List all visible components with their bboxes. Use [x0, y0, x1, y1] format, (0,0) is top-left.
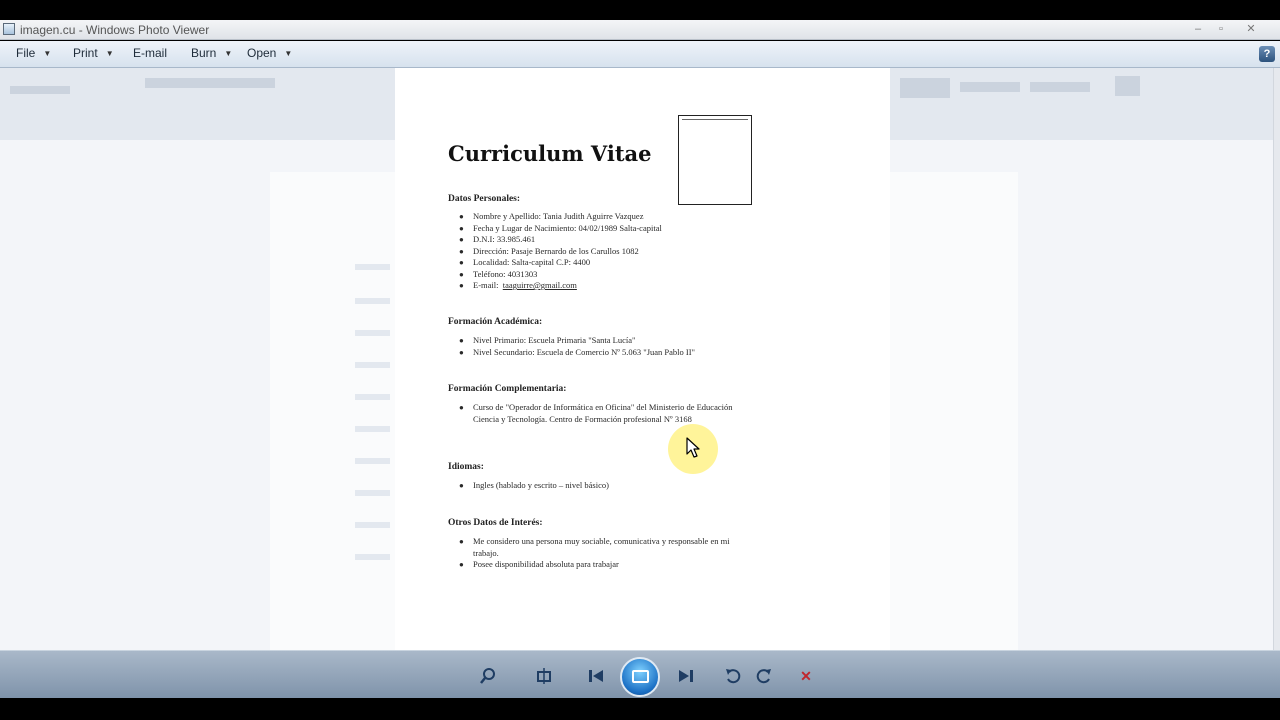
email-button[interactable]: [133, 46, 167, 64]
cv-title: Curriculum Vitae: [448, 141, 652, 166]
burn-menu-label: Burn: [191, 46, 217, 60]
complementary-list: [448, 402, 748, 425]
ghost-line: [355, 298, 390, 304]
close-button[interactable]: ✕: [1246, 23, 1256, 35]
ghost-line: [355, 264, 390, 270]
delete-icon[interactable]: ✕: [800, 668, 812, 684]
ghost-line: [355, 330, 390, 336]
open-menu[interactable]: [247, 46, 292, 64]
rotate-right-icon[interactable]: [755, 667, 773, 685]
ghost-line: [355, 490, 390, 496]
list-item: ● Nombre y Apellido: Tania Judith Aguirre Vazquez: [459, 211, 644, 221]
chevron-down-icon: ▼: [284, 49, 293, 58]
playback-controls: [0, 650, 1280, 698]
maximize-button[interactable]: ▫: [1219, 23, 1223, 35]
languages-list: [448, 480, 748, 492]
section-heading-languages: Idiomas:: [448, 462, 484, 472]
print-menu[interactable]: [73, 46, 114, 64]
list-item: ● Localidad: Salta-capital C.P: 4400: [459, 257, 591, 267]
window-title: imagen.cu - Windows Photo Viewer: [20, 23, 210, 37]
list-item: ● D.N.I: 33.985.461: [459, 234, 536, 244]
title-bar: [0, 20, 1280, 40]
zoom-icon[interactable]: [480, 667, 498, 685]
burn-menu[interactable]: [191, 46, 232, 64]
help-icon[interactable]: ?: [1259, 46, 1275, 62]
list-item: ● E-mail: taaguirre@gmail.com: [459, 280, 577, 290]
minimize-button[interactable]: –: [1194, 23, 1202, 35]
ghost-line: [355, 458, 390, 464]
list-item: ● Dirección: Pasaje Bernardo de los Carullos 1082: [459, 245, 639, 256]
file-menu[interactable]: [16, 46, 51, 64]
section-heading-complementary: Formación Complementaria:: [448, 384, 567, 394]
section-heading-personal: Datos Personales:: [448, 194, 521, 204]
photo-viewer-app-icon: [3, 23, 15, 35]
ghost-block: [145, 78, 275, 88]
chevron-down-icon: ▼: [43, 49, 52, 58]
list-item: ● Nivel Primario: Escuela Primaria "Santa Lucía": [459, 335, 636, 345]
next-icon[interactable]: [677, 667, 695, 685]
list-item: ● Teléfono: 4031303: [459, 268, 538, 279]
screen-bottom-edge: [0, 698, 1280, 720]
email-button-label: E-mail: [133, 46, 168, 60]
cv-page-image[interactable]: [395, 68, 890, 650]
chevron-down-icon: ▼: [224, 49, 233, 58]
previous-icon[interactable]: [587, 667, 605, 685]
ghost-block: [900, 78, 950, 98]
actual-size-icon[interactable]: [535, 667, 553, 685]
open-menu-label: Open: [247, 46, 277, 60]
list-item: ● Ingles (hablado y escrito – nivel básico): [459, 480, 609, 490]
ghost-line: [355, 362, 390, 368]
ghost-block: [10, 86, 70, 94]
ghost-block: [1030, 82, 1090, 92]
list-item: ● Posee disponibilidad absoluta para trabajar: [459, 559, 619, 569]
chevron-down-icon: ▼: [105, 49, 114, 58]
slideshow-icon: [632, 670, 649, 683]
mouse-pointer-icon: [686, 437, 702, 459]
list-item: ● Me considero una persona muy sociable, comunicativa y responsable en mi trabajo.: [459, 536, 730, 558]
ghost-line: [355, 394, 390, 400]
ghost-line: [355, 554, 390, 560]
ghost-line: [355, 522, 390, 528]
email-link: taaguirre@gmail.com: [502, 280, 577, 290]
section-heading-academic: Formación Académica:: [448, 317, 543, 327]
rotate-left-icon[interactable]: [724, 667, 742, 685]
photo-placeholder: [678, 115, 752, 205]
image-viewer-area: [0, 68, 1280, 650]
other-list: [448, 536, 748, 571]
slideshow-button[interactable]: [620, 657, 660, 697]
ghost-line: [355, 426, 390, 432]
personal-data-list: [448, 211, 748, 292]
ghost-block: [960, 82, 1020, 92]
scrollbar[interactable]: [1273, 68, 1280, 650]
list-item: ● Fecha y Lugar de Nacimiento: 04/02/1989 Salta-capital: [459, 222, 662, 233]
academic-list: [448, 335, 748, 358]
print-menu-label: Print: [73, 46, 98, 60]
list-item: ● Curso de "Operador de Informática en Oficina" del Ministerio de Educación Ciencia y Tecnología. Centro de Formación profesional Nº 3168: [459, 402, 733, 424]
section-heading-other: Otros Datos de Interés:: [448, 518, 543, 528]
command-bar: [0, 41, 1280, 68]
list-item: ● Nivel Secundario: Escuela de Comercio Nº 5.063 "Juan Pablo II": [459, 346, 696, 357]
ghost-block: [1115, 76, 1140, 96]
file-menu-label: File: [16, 46, 36, 60]
